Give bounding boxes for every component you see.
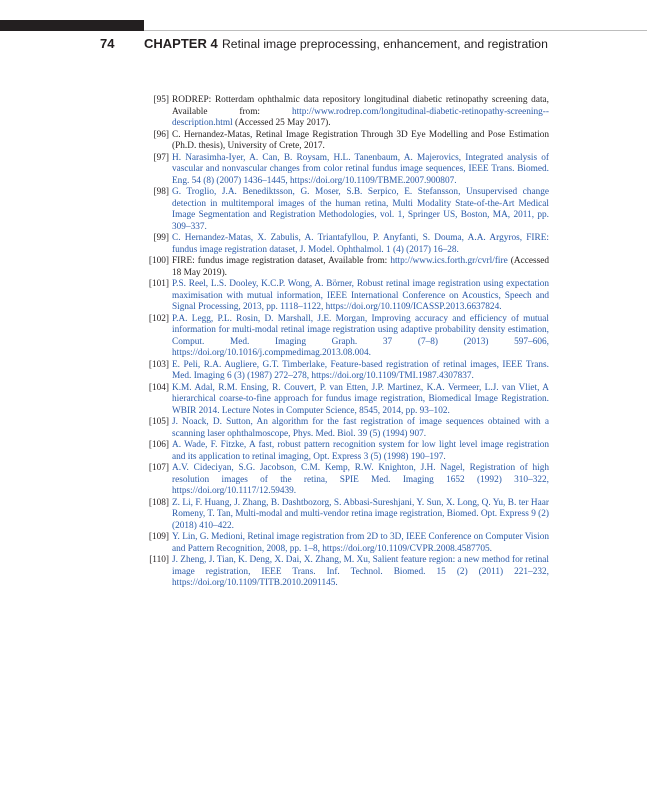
reference-link[interactable]: G. Troglio, J.A. Benediktsson, G. Moser, S.B. Serpico, E. Stefansson, Unsupervised change detection in multitemporal images of the human retina, Multi Modality State-of-the-Art Medical Image Segmentation and Registration Methodologies, vol. 1, Springer US, Boston, MA, 2011, pp. 309–337. [172, 187, 549, 232]
reference-link[interactable]: http://www.rodrep.com/longitudinal-diabetic-retinopathy-screening--description.html [172, 106, 549, 128]
reference-link[interactable]: C. Hernandez-Matas, X. Zabulis, A. Triantafyllou, P. Anyfanti, S. Douma, A.A. Argyros, FIRE: fundus image registration dataset, J. Model. Ophthalmol. 1 (4) (2017) 16–28. [172, 233, 549, 255]
reference-number: [101] [148, 279, 169, 289]
reference-text: RODREP: Rotterdam ophthalmic data repository longitudinal diabetic retinopathy screening data, Available from: [172, 95, 549, 117]
reference-link[interactable]: P.S. Reel, L.S. Dooley, K.C.P. Wong, A. Börner, Robust retinal image registration using expectation maximisation with mutual information, IEEE International Conference on Acoustics, Speech and Signal Processing, 2013, pp. 1118–1122, https://doi.org/10.1109/ICASSP.2013.6637824. [172, 279, 549, 312]
reference-number: [99] [153, 233, 169, 243]
reference-item [145, 532, 549, 555]
reference-item [145, 360, 549, 383]
reference-item [145, 498, 549, 533]
reference-item [145, 233, 549, 256]
reference-number: [100] [148, 256, 169, 266]
reference-number: [108] [148, 497, 169, 508]
reference-text: FIRE: fundus image registration dataset, Available from: [172, 256, 391, 266]
reference-item [145, 314, 549, 360]
reference-link[interactable]: E. Peli, R.A. Augliere, G.T. Timberlake, Feature-based registration of retinal images, IEEE Trans. Med. Imaging 6 (3) (1987) 272–278, https://doi.org/10.1109/TMI.1987.4307837. [172, 359, 549, 381]
reference-item [145, 95, 549, 130]
reference-link[interactable]: P.A. Legg, P.L. Rosin, D. Marshall, J.E. Morgan, Improving accuracy and efficiency of mutual information for multi-modal retinal image registration using adaptive probability density estimation, Comput. Med. Imaging Graph. 37 (7–8) (2013) 597–606, https://doi.org/10.1016/j.compmedimag.2013.08.004. [172, 313, 549, 358]
page-number: 74 [100, 36, 115, 51]
reference-number: [97] [153, 152, 169, 163]
reference-number: [103] [148, 359, 169, 370]
reference-text-tail: (Accessed 25 May 2017). [232, 118, 331, 128]
chapter-title: Retinal image preprocessing, enhancement, and registration [222, 36, 548, 51]
reference-item [145, 555, 549, 590]
reference-number: [98] [153, 187, 169, 197]
header-rule [144, 30, 647, 31]
reference-item [145, 383, 549, 418]
reference-link[interactable]: J. Noack, D. Sutton, An algorithm for the fast registration of image sequences obtained with a scanning laser ophthalmoscope, Phys. Med. Biol. 39 (5) (1994) 907. [172, 417, 549, 439]
running-header [0, 36, 647, 54]
reference-item [145, 256, 549, 279]
chapter-label: CHAPTER 4 [144, 36, 218, 51]
reference-item [145, 463, 549, 498]
reference-number: [110] [149, 555, 169, 565]
reference-link[interactable]: A.V. Cideciyan, S.G. Jacobson, C.M. Kemp, R.W. Knighton, J.H. Nagel, Registration of high resolution images of the retina, SPIE Med. Imaging 1652 (1992) 310–322, https://doi.org/10.1117/12.59439. [172, 463, 549, 496]
reference-number: [102] [148, 313, 169, 324]
reference-link[interactable]: Z. Li, F. Huang, J. Zhang, B. Dashtbozorg, S. Abbasi-Sureshjani, Y. Sun, X. Long, Q. Yu, B. ter Haar Romeny, T. Tan, Multi-modal and multi-vendor retina image registration, Biomed. Opt. Express 9 (2) (2018) 410–422. [172, 497, 550, 531]
header-bar [0, 20, 144, 31]
reference-link[interactable]: Y. Lin, G. Medioni, Retinal image registration from 2D to 3D, IEEE Conference on Computer Vision and Pattern Recognition, 2008, pp. 1–8, https://doi.org/10.1109/CVPR.2008.4587705. [172, 532, 549, 554]
reference-link[interactable]: H. Narasimha-Iyer, A. Can, B. Roysam, H.L. Tanenbaum, A. Majerovics, Integrated analysis of vascular and nonvascular changes from color retinal fundus image sequences, IEEE Trans. Biomed. Eng. 54 (8) (2007) 1436–1445, https://doi.org/10.1109/TBME.2007.900807. [172, 152, 549, 186]
reference-item [145, 279, 549, 314]
reference-number: [109] [148, 532, 169, 542]
reference-link[interactable]: A. Wade, F. Fitzke, A fast, robust pattern recognition system for low light level image registration and its application to retinal imaging, Opt. Express 3 (5) (1998) 190–197. [172, 440, 549, 462]
reference-item [145, 417, 549, 440]
reference-number: [105] [148, 417, 169, 427]
reference-link[interactable]: J. Zheng, J. Tian, K. Deng, X. Dai, X. Zhang, M. Xu, Salient feature region: a new method for retinal image registration, IEEE Trans. Inf. Technol. Biomed. 15 (2) (2011) 221–232, https://doi.org/10.1109/TITB.2010.2091145. [172, 555, 549, 588]
reference-item [145, 440, 549, 463]
reference-number: [107] [148, 463, 169, 473]
reference-item [145, 153, 549, 188]
reference-link[interactable]: http://www.ics.forth.gr/cvrl/fire [390, 256, 508, 266]
reference-number: [106] [148, 440, 169, 450]
reference-list [145, 95, 549, 590]
reference-link[interactable]: K.M. Adal, R.M. Ensing, R. Couvert, P. van Etten, J.P. Martinez, K.A. Vermeer, L.J. van Vliet, A hierarchical coarse-to-fine approach for fundus image registration, Biomedical Image Registration. WBIR 2014. Lecture Notes in Computer Science, 8545, 2014, pp. 93–102. [172, 382, 549, 416]
reference-text: C. Hernandez-Matas, Retinal Image Registration Through 3D Eye Modelling and Pose Estimation (Ph.D. thesis), University of Crete, 2017. [172, 129, 549, 151]
reference-number: [95] [153, 95, 169, 105]
reference-text-tail: (Accessed 18 May 2019). [172, 256, 549, 278]
reference-number: [104] [148, 382, 169, 393]
reference-item [145, 130, 549, 153]
reference-item [145, 187, 549, 233]
reference-number: [96] [153, 129, 169, 140]
